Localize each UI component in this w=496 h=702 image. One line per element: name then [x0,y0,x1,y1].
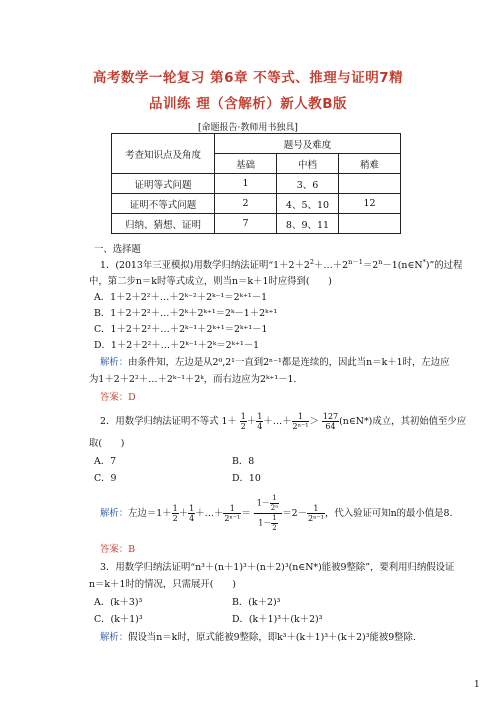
q1-solution-line1: 解析：由条件知，左边是从2⁰,2¹一直到2ⁿ⁻¹都是连续的，因此当n＝k＋1时，左边应 [100,357,450,368]
q2-solution: 解析：左边＝1＋ $\frac{1}{2}$ ＋ $\frac{1}{4}$ ＋…＋ $\frac{1}{\text{2ⁿ⁻¹}}$ ＝ 1－ $\frac{1}{\text{2ⁿ}}$ 1－ $\frac{1}{2}$ ＝2－ $\frac{1}{\text{2ⁿ⁻¹}}$ ，代入验证可知n的最小值是8. [100,494,453,532]
level-basic: 基础 [215,154,277,174]
section-heading: 一、选择题 [94,244,141,255]
q1-stem-line2: 中，第二步n＝k时等式成立，则当n＝k＋1时应得到( ) [89,276,332,287]
doc-title-line2: 品训练 理（含解析）新人教B版 [149,96,347,112]
q1-option-b: B．1＋2＋2²＋…＋2ᵏ＋2ᵏ⁺¹＝2ᵏ－1＋2ᵏ⁺¹ [94,308,278,319]
level-hard: 稍难 [339,154,401,174]
q1-option-d: D．1＋2＋2²＋…＋2ᵏ⁻¹＋2ᵏ＝2ᵏ⁺¹－1 [94,340,260,351]
table-row: 归纳、猜想、证明 7 8、9、11 [112,214,401,234]
q2-option-d: D．10 [232,473,261,484]
q3-stem-line1: 3．用数学归纳法证明“n³＋(n＋1)³＋(n＋2)³(n∈N*)能被9整除”，要利用归纳假设证 [100,562,455,573]
report-note: [命题报告·教师用书独具] [198,123,298,133]
topic-table [111,133,401,234]
q3-stem-line2: n＝k＋1时的情况，只需展开( ) [89,579,236,590]
number-difficulty-header: 题号及难度 [215,134,401,154]
q1-option-c: C．1＋2＋2²＋…＋2ᵏ⁻¹＋2ᵏ⁺¹＝2ᵏ⁺¹－1 [94,324,268,335]
topic-header: 考查知识点及角度 [112,134,215,174]
q1-solution-line2: 为1＋2＋2²＋…＋2ᵏ⁻¹＋2ᵏ，而右边应为2ᵏ⁺¹－1. [89,374,297,385]
table-row: 证明等式问题 1 3、6 [112,174,401,194]
q1-answer: 答案：D [100,392,136,403]
q3-solution: 解析：假设当n＝k时，原式能被9整除，即k³＋(k＋1)³＋(k＋2)³能被9整除. [100,632,416,643]
level-mid: 中档 [277,154,339,174]
q2-answer: 答案：B [100,544,136,555]
table-row: 证明不等式问题 2 4、5、10 12 [112,194,401,214]
page-number: 1 [474,680,480,690]
doc-title-line1: 高考数学一轮复习 第6章 不等式、推理与证明7精 [92,70,404,86]
q3-option-a: A．(k＋3)³ [94,597,143,608]
q2-stem-line1: 2．用数学归纳法证明不等式 1＋ $\frac{1}{2}$ ＋ $\frac{1}{4}$ ＋…＋ $\frac{1}{\text{2ⁿ⁻¹}}$ ＞ $\frac{127}{64}$ (n∈N*)成立，其初始值至少应 [100,412,467,431]
q3-option-c: C．(k＋1)³ [94,614,143,625]
q3-option-d: D．(k＋1)³＋(k＋2)³ [232,614,323,625]
q2-option-b: B．8 [232,456,255,467]
q2-stem-line2: 取( ) [89,438,125,449]
q2-option-c: C．9 [94,473,117,484]
q2-option-a: A．7 [94,456,117,467]
q1-stem-line1: 1．(2013年三亚模拟)用数学归纳法证明“$1+2+2^2+\dots+2^{n-1}=2^n-1(n\in N^*)$”的过程 [100,257,463,271]
q3-option-b: B．(k＋2)³ [232,597,281,608]
q1-option-a: A．1＋2＋2²＋…＋2ᵏ⁻²＋2ᵏ⁻¹＝2ᵏ⁺¹－1 [94,292,268,303]
